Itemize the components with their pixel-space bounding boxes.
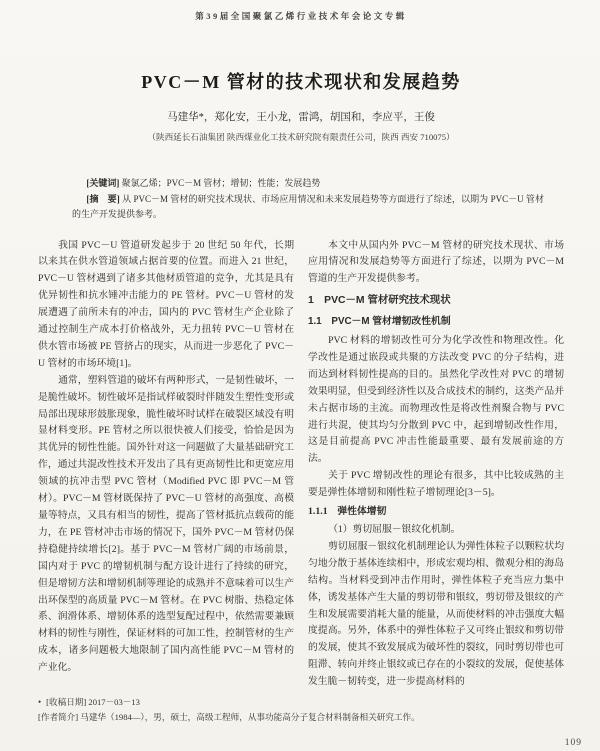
running-header: 第39届全国聚氯乙烯行业技术年会论文专辑: [195, 11, 407, 21]
received-date-text: [收稿日期] 2017－03－13: [46, 697, 140, 707]
body-paragraph: 本文中从国内外 PVC－M 管材的研究技术现状、市场应用情况和发展趋势等方面进行了综述，以期为 PVC－M 管道的生产开发提供参考。: [308, 239, 564, 285]
footnote-block: [38, 695, 564, 724]
abstract-line: [72, 192, 544, 223]
section-heading: 1.1.1 弹性体增韧: [308, 506, 387, 518]
body-paragraph: PVC 材料的增韧改性可分为化学改性和物理改性。化学改性是通过嵌段或共聚的方法改变 PVC 的分子结构，进而达到材料韧性提高的目的。虽然化学改性对 PVC 的增韧效果明显，但受到经济性以及合成技术的制约，这类产品并未占据市场的主流。而物理改性是将改性剂聚合物与 PVC 进行共混，使其均匀分散到 PVC 中，起到增韧改性作用，这是目前提高 PVC 冲击性能最重要、最有发展前途的方法。: [308, 335, 564, 465]
abstract-text: 从 PVC－M 管材的研究技术现状、市场应用情况和未来发展趋势等方面进行了综述，以期为 PVC－U 管材的生产开发提供参考。: [72, 193, 544, 219]
body-columns: [38, 238, 564, 700]
body-paragraph: （1）剪切屈服－银纹化机制。: [328, 524, 461, 535]
keywords-line: [72, 176, 544, 192]
keywords-label: [关键词]: [86, 178, 120, 188]
left-column: [38, 238, 294, 700]
paper-title: PVC－M 管材的技术现状和发展趋势: [141, 72, 461, 92]
keywords-text: 聚氯乙烯；PVC－M 管材；增韧；性能；发展趋势: [121, 178, 321, 188]
page-number: 109: [564, 738, 582, 748]
body-paragraph: 我国 PVC－U 管道研发起步于 20 世纪 50 年代，长期以来其在供水管道领域占据首要的位置。而进入 21 世纪，PVC－U 管材遇到了诸多其他材质管道的竞争，尤其是具有优异韧性和抗水锤冲击能力的 PE 管材。PVC－U 管材的发展遭遇了前所未有的冲击，国内的 PVC 管材生产企业除了通过控制生产成本打价格战外，无力扭转 PVC－U 管材在供水管市场被 PE 管挤占的现实，从而进一步恶化了 PVC－U 管材的市场环境[1]。: [38, 239, 294, 369]
abstract-block: [72, 176, 544, 223]
body-paragraph: 关于 PVC 增韧改性的理论有很多，其中比较成熟的主要是弹性体增韧和刚性粒子增韧理论[3－5]。: [308, 470, 564, 499]
footnote-bullet-icon: •: [38, 697, 42, 707]
authors-line: 马建华*，郑化安，王小龙，雷鸿，胡国和，李应平，王俊: [167, 112, 435, 123]
section-heading: 1 PVC－M 管材研究技术现状: [308, 295, 451, 307]
body-paragraph: 通常，塑料管道的破坏有两种形式，一是韧性破坏，一是脆性破坏。韧性破坏是指试样破裂时伴随发生塑性变形或局部出现球形鼓胀现象，脆性破坏时试样在破裂区域没有明显材料变形。PE 管材之所以很快被人们接受，恰恰是因为其优异的韧性性能。国外针对这一问题做了大量基础研究工作，通过共混改性技术开发出了具有更高韧性比和更宽应用领域的抗冲击型 PVC 管材（Modified PVC 即 PVC－M 管材）。PVC－M 管材既保持了 PVC－U 管材的高强度、高模量等特点，又具有相当的韧性，提高了管材抵抗点载荷的能力，在 PE 管材冲击市场的情况下，国外 PVC－M 管材仍保持稳健持续增长[2]。基于 PVC－M 管材广阔的市场前景，国内对于 PVC 的增韧机制与配方设计进行了持续的研究，但是增韧方法和增韧机制等理论的成熟并不意味着可以生产出环保型的高质量 PVC－M 管材。在 PVC 树脂、热稳定体系、润滑体系、增韧体系的选型复配过程中，依然需要兼顾材料的韧性与刚性，保证材料的可加工性，控制管材的生产成本，诸多问题极大地限制了国内高性能 PVC－M 管材的产业化。: [38, 374, 294, 674]
right-column: [308, 238, 564, 700]
author-bio-line: [作者简介] 马建华（1984—），男，硕士，高级工程师，从事功能高分子复合材料制备相关研究工作。: [38, 711, 420, 722]
abstract-label: [摘 要]: [86, 193, 120, 204]
section-heading: 1.1 PVC－M 管材增韧改性机制: [308, 316, 451, 328]
body-paragraph: 剪切屈服－银纹化机制理论认为弹性体粒子以颗粒状均匀地分散于基体连续相中，形成宏观均相、微观分相的海岛结构。当材料受到冲击作用时，弹性体粒子充当应力集中体，诱发基体产生大量的剪切带和银纹，剪切带及银纹的产生和发展需要消耗大量的能量，从而使材料的冲击强度大幅度提高。另外，体系中的弹性体粒子又可终止银纹和剪切带的发展，使其不致发展成为破坏性的裂纹，同时剪切带也可阻滞、转向并终止银纹或已存在的小裂纹的发展，促使基体发生脆－韧转变，进一步提高材料的: [308, 540, 564, 688]
affiliation-line: （陕西延长石油集团 陕西煤业化工技术研究院有限责任公司，陕西 西安 710075）: [147, 132, 455, 142]
received-date-line: [38, 695, 564, 710]
